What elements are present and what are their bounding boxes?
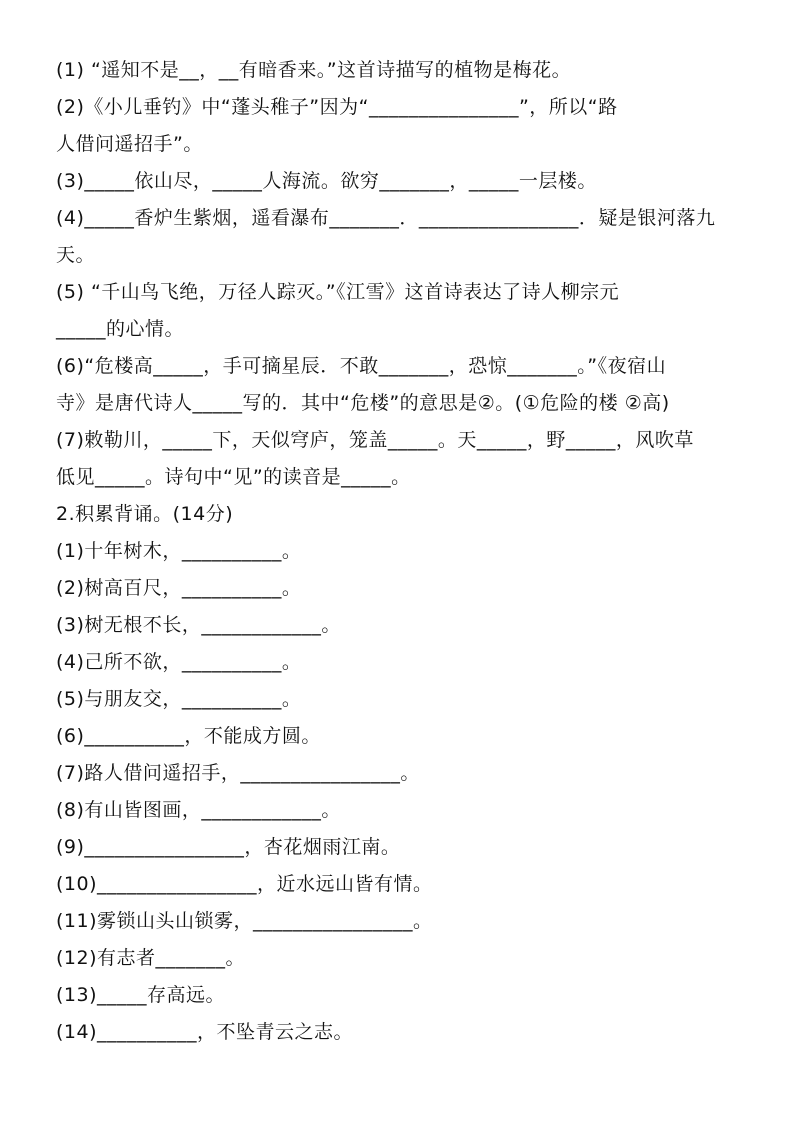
recitation-item: (14)__________，不坠青云之志。: [56, 1021, 354, 1043]
recitation-item: (12)有志者_______。: [56, 947, 246, 969]
question-line: 天。: [56, 244, 96, 266]
question-line: (1) “遥知不是__，__有暗香来。”这首诗描写的植物是梅花。: [56, 59, 572, 81]
question-line: _____的心情。: [56, 318, 185, 340]
recitation-item: (2)树高百尺，__________。: [56, 577, 302, 599]
recitation-item: (7)路人借问遥招手，________________。: [56, 762, 420, 784]
question-line: (3)_____依山尽，_____人海流。欲穷_______，_____一层楼。: [56, 170, 597, 192]
recitation-item: (6)__________，不能成方圆。: [56, 725, 321, 747]
recitation-item: (11)雾锁山头山锁雾，________________。: [56, 910, 433, 932]
question-line: (4)_____香炉生紫烟，遥看瀑布_______．________________．疑是银河落九: [56, 207, 716, 229]
poetry-fill-section: [56, 52, 746, 496]
recitation-item: (4)己所不欲，__________。: [56, 651, 302, 673]
recitation-item: (10)________________，近水远山皆有情。: [56, 873, 433, 895]
question-line: 低见_____。诗句中“见”的读音是_____。: [56, 466, 411, 488]
recitation-item: (9)________________，杏花烟雨江南。: [56, 836, 401, 858]
worksheet-page: [56, 52, 746, 1051]
question-line: 人借问遥招手”。: [56, 133, 203, 155]
recitation-item: (13)_____存高远。: [56, 984, 226, 1006]
recitation-item: (5)与朋友交，__________。: [56, 688, 302, 710]
section-title: 2.积累背诵。(14分): [56, 503, 234, 525]
question-line: (2)《小儿垂钓》中“蓬头稚子”因为“_______________”，所以“路: [56, 96, 618, 118]
question-line: (7)敕勒川，_____下，天似穹庐，笼盖_____。天_____，野_____，风吹草: [56, 429, 694, 451]
question-line: (6)“危楼高_____，手可摘星辰．不敢_______，恐惊_______。”《夜宿山: [56, 355, 667, 377]
recitation-item: (1)十年树木，__________。: [56, 540, 302, 562]
recitation-item: (8)有山皆图画，____________。: [56, 799, 341, 821]
question-line: 寺》是唐代诗人_____写的．其中“危楼”的意思是②。(①危险的楼 ②高): [56, 392, 670, 414]
recitation-item: (3)树无根不长，____________。: [56, 614, 341, 636]
question-line: (5) “千山鸟飞绝，万径人踪灭。”《江雪》这首诗表达了诗人柳宗元: [56, 281, 620, 303]
recitation-section: [56, 496, 746, 1051]
